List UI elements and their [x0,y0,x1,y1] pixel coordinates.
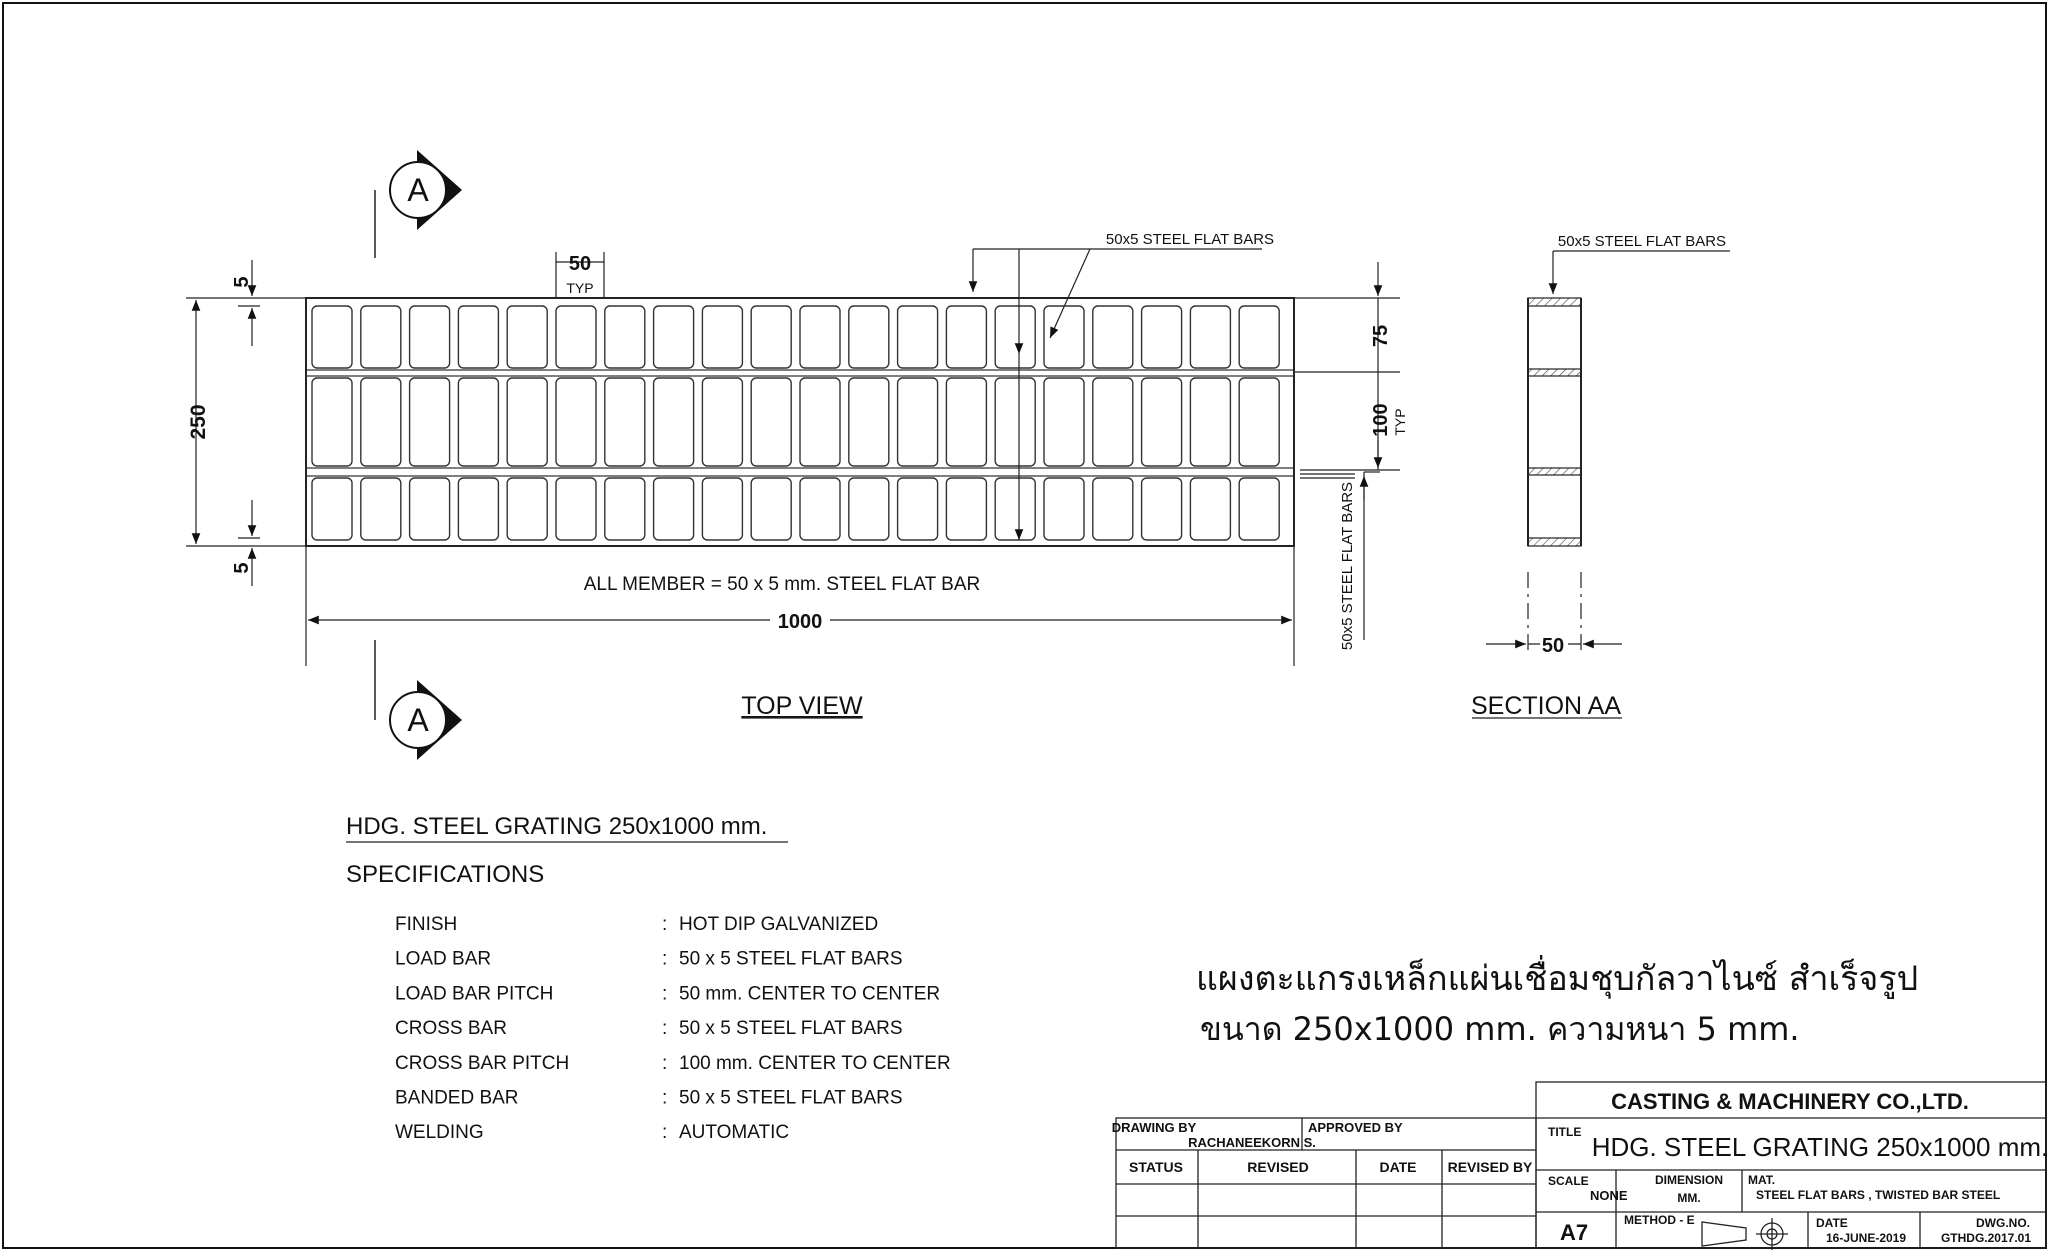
dim-pitch-label: 50 [568,253,592,275]
grating-opening [751,306,791,368]
approved-by-label: APPROVED BY [1308,1120,1403,1135]
spec-separator: : [662,914,668,935]
grating-opening [1142,306,1182,368]
section-flat-bars-label: 50x5 STEEL FLAT BARS [1557,233,1727,250]
grating-opening [1190,306,1230,368]
grating-opening [312,378,352,466]
top-view [306,298,1294,546]
dim-cross-pitch-typ: TYP [1392,408,1408,436]
grating-opening [312,306,352,368]
all-member-note: ALL MEMBER = 50 x 5 mm. STEEL FLAT BAR [583,574,981,595]
grating-opening [410,306,450,368]
leader-flat-bars [973,249,1262,540]
grating-opening [556,478,596,540]
grating-opening [654,306,694,368]
dim-edge-top [238,260,260,346]
grating-opening [800,478,840,540]
grating-opening [458,478,498,540]
grating-opening [995,378,1035,466]
sheet-border [3,3,2046,1248]
thai-description-line2: ขนาด 250x1000 mm. ความหนา 5 mm. [1200,1010,1800,1048]
grating-opening [410,378,450,466]
dimension-value: MM. [1677,1191,1701,1205]
scale-value: NONE [1590,1188,1628,1203]
grating-opening [702,378,742,466]
grating-opening [507,306,547,368]
grating-opening [458,378,498,466]
grating-opening [702,306,742,368]
spec-value: 50 mm. CENTER TO CENTER [679,983,941,1005]
grating-opening [605,306,645,368]
sheet-size: A7 [1559,1220,1589,1245]
title-label: TITLE [1548,1125,1582,1139]
grating-opening [1093,478,1133,540]
spec-separator: : [662,1052,668,1074]
grating-opening [361,306,401,368]
grating-opening [946,378,986,466]
grating-opening [361,478,401,540]
drawing-by-value: RACHANEEKORN S. [1188,1135,1316,1150]
col-revised-by: REVISED BY [1447,1159,1533,1175]
col-revised: REVISED [1247,1159,1309,1175]
grating-opening [898,378,938,466]
grating-opening [946,306,986,368]
section-dim-width: 50 [1541,635,1565,657]
top-view-title: TOP VIEW [741,692,863,720]
grating-opening [654,478,694,540]
spec-separator: : [662,948,668,970]
date-value: 16-JUNE-2019 [1825,1231,1907,1245]
section-aa-view [1486,251,1730,656]
dimension-label: DIMENSION [1654,1173,1724,1187]
grating-opening [751,478,791,540]
grating-opening [800,378,840,466]
section-marker-bottom [375,640,462,760]
spec-label: BANDED BAR [395,1087,519,1109]
grating-opening [1044,478,1084,540]
mat-value: STEEL FLAT BARS , TWISTED BAR STEEL [1756,1188,2001,1202]
spec-value: 50 x 5 STEEL FLAT BARS [679,1018,903,1040]
grating-opening [995,306,1035,368]
col-date: DATE [1379,1159,1417,1175]
grating-opening [849,478,889,540]
spec-separator: : [662,983,668,1005]
grating-opening [312,478,352,540]
grating-opening [898,306,938,368]
grating-opening [556,378,596,466]
grating-opening [1093,306,1133,368]
section-letter: A [407,702,429,738]
spec-separator: : [662,1087,668,1109]
section-aa-title: SECTION AA [1470,692,1622,720]
spec-separator: : [662,1122,668,1144]
thai-description-line1: แผงตะแกรงเหล็กแผ่นเชื่อมชุบกัลวาไนซ์ สำเร็จรูป [1196,959,1919,999]
dim-width-label: 1000 [777,611,823,633]
spec-label: LOAD BAR [395,948,492,970]
spec-label: WELDING [395,1122,484,1144]
spec-value: 50 x 5 STEEL FLAT BARS [679,948,903,970]
section-marker-top [375,150,462,258]
grating-opening [654,378,694,466]
spec-separator: : [662,1018,668,1040]
spec-label: CROSS BAR [395,1018,507,1040]
company-name: CASTING & MACHINERY CO.,LTD. [1611,1089,1969,1114]
grating-opening [556,306,596,368]
grating-opening [946,478,986,540]
grating-opening [800,306,840,368]
grating-opening [507,378,547,466]
grating-opening [1239,306,1279,368]
grating-opening [751,378,791,466]
grating-opening [1142,478,1182,540]
dim-height-label: 250 [187,404,210,440]
dim-pitch-typ: TYP [566,280,594,296]
dim-cross-first-label: 75 [1370,324,1392,348]
spec-label: LOAD BAR PITCH [395,983,554,1005]
dim-width [306,546,1294,666]
dwg-value: GTHDG.2017.01 [1940,1231,2032,1245]
grating-opening [849,378,889,466]
grating-opening [702,478,742,540]
dim-edge-label: 5 [231,562,253,574]
grating-opening [1142,378,1182,466]
grating-opening [849,306,889,368]
dim-cross-pitch-label: 100 [1370,403,1392,437]
grating-opening [605,378,645,466]
grating-opening [1239,378,1279,466]
spec-heading: SPECIFICATIONS [346,861,545,888]
grating-opening [1044,378,1084,466]
vertical-flat-bars-label: 50x5 STEEL FLAT BARS [1339,481,1356,651]
spec-label: FINISH [395,914,458,935]
col-status: STATUS [1129,1159,1183,1175]
spec-label: CROSS BAR PITCH [395,1052,570,1074]
method-label: METHOD - E [1624,1213,1695,1227]
title-value: HDG. STEEL GRATING 250x1000 mm. [1591,1132,2049,1162]
dim-edge-label: 5 [231,276,253,288]
spec-value: 50 x 5 STEEL FLAT BARS [679,1087,903,1109]
mat-label: MAT. [1748,1173,1776,1187]
grating-opening [1190,478,1230,540]
scale-label: SCALE [1548,1174,1589,1188]
grating-opening [507,478,547,540]
grating-opening [361,378,401,466]
leader-flat-bars-label: 50x5 STEEL FLAT BARS [1105,231,1275,248]
grating-opening [995,478,1035,540]
grating-opening [605,478,645,540]
grating-opening [410,478,450,540]
spec-value: 100 mm. CENTER TO CENTER [679,1052,951,1074]
date-label: DATE [1816,1216,1848,1230]
drawing-by-label: DRAWING BY [1111,1120,1197,1135]
grating-opening [458,306,498,368]
spec-value: HOT DIP GALVANIZED [679,914,879,935]
spec-value: AUTOMATIC [679,1122,790,1144]
section-letter: A [407,172,429,208]
grating-opening [1190,378,1230,466]
grating-opening [1093,378,1133,466]
grating-opening [1239,478,1279,540]
dwg-label: DWG.NO. [1976,1216,2030,1230]
product-title: HDG. STEEL GRATING 250x1000 mm. [346,813,768,840]
grating-opening [898,478,938,540]
spec-list [395,914,951,1143]
grating-cells [312,306,1279,540]
